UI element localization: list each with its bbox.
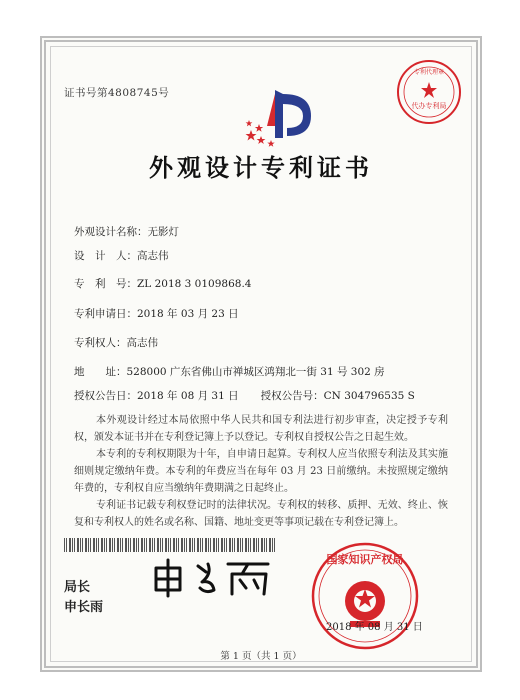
field-patent-number — [74, 276, 251, 291]
patent-office-logo-icon — [245, 86, 315, 156]
seal-date: 2018 年 08 月 31 日 — [326, 622, 423, 633]
field-label: 授权公告号： — [260, 390, 324, 402]
agency-seal-icon — [395, 58, 463, 126]
page-footer: 第 1 页（共 1 页） — [220, 651, 302, 662]
field-application-date — [74, 306, 239, 321]
field-value: CN 304796535 S — [323, 390, 415, 402]
barcode-strip — [64, 538, 276, 552]
field-value: 无影灯 — [147, 226, 179, 238]
field-label: 专利申请日： — [74, 308, 137, 320]
certificate-paragraph: 本专利的专利权期限为十年，自申请日起算。专利权人应当依照专利法及其实施细则规定缴纳年费。本专利的年费应当在每年 03 月 23 日前缴纳。未按照规定缴纳年费的，专利权自应当缴纳年费期满之日起终止。 — [74, 449, 448, 494]
field-label: 地 址： — [74, 366, 127, 378]
field-value: 高志伟 — [137, 250, 169, 262]
field-label: 专 利 号： — [74, 278, 137, 290]
field-label: 授权公告日： — [74, 390, 137, 402]
field-designer — [74, 248, 169, 263]
official-seal-icon — [310, 541, 420, 651]
field-value: 2018 年 03 月 23 日 — [137, 308, 239, 320]
field-label: 专利权人： — [74, 337, 127, 349]
certificate-paragraph: 本外观设计经过本局依照中华人民共和国专利法进行初步审查，决定授予专利权，颁发本证书并在专利登记簿上予以登记。专利权自授权公告之日起生效。 — [74, 415, 448, 443]
certificate-paragraph: 专利证书记载专利权登记时的法律状况。专利权的转移、质押、无效、终止、恢复和专利权人的姓名或名称、国籍、地址变更等事项记载在专利登记簿上。 — [74, 500, 448, 528]
patent-certificate — [40, 36, 482, 672]
field-address — [74, 364, 385, 379]
chief-name: 申长雨 — [64, 600, 104, 615]
chief-title: 局长 — [64, 580, 91, 595]
field-design-name — [74, 224, 179, 239]
svg-text:代办专利局: 代办专利局 — [411, 102, 447, 110]
field-value: 2018 年 08 月 31 日 — [137, 390, 239, 402]
certificate-title: 外观设计专利证书 — [149, 154, 373, 182]
svg-text:专利代理章: 专利代理章 — [413, 69, 445, 76]
field-value: 高志伟 — [126, 337, 158, 349]
certificate-number: 证书号第4808745号 — [64, 87, 170, 99]
field-label: 外观设计名称： — [74, 226, 148, 238]
field-value: 528000 广东省佛山市禅城区鸿翔北一街 31 号 302 房 — [126, 366, 385, 378]
field-grant-date — [74, 388, 415, 403]
field-value: ZL 2018 3 0109868.4 — [137, 278, 252, 290]
signature-icon — [150, 558, 280, 598]
svg-text:国家知识产权局: 国家知识产权局 — [326, 553, 404, 566]
field-label: 设 计 人： — [74, 250, 137, 262]
field-patentee — [74, 335, 158, 350]
